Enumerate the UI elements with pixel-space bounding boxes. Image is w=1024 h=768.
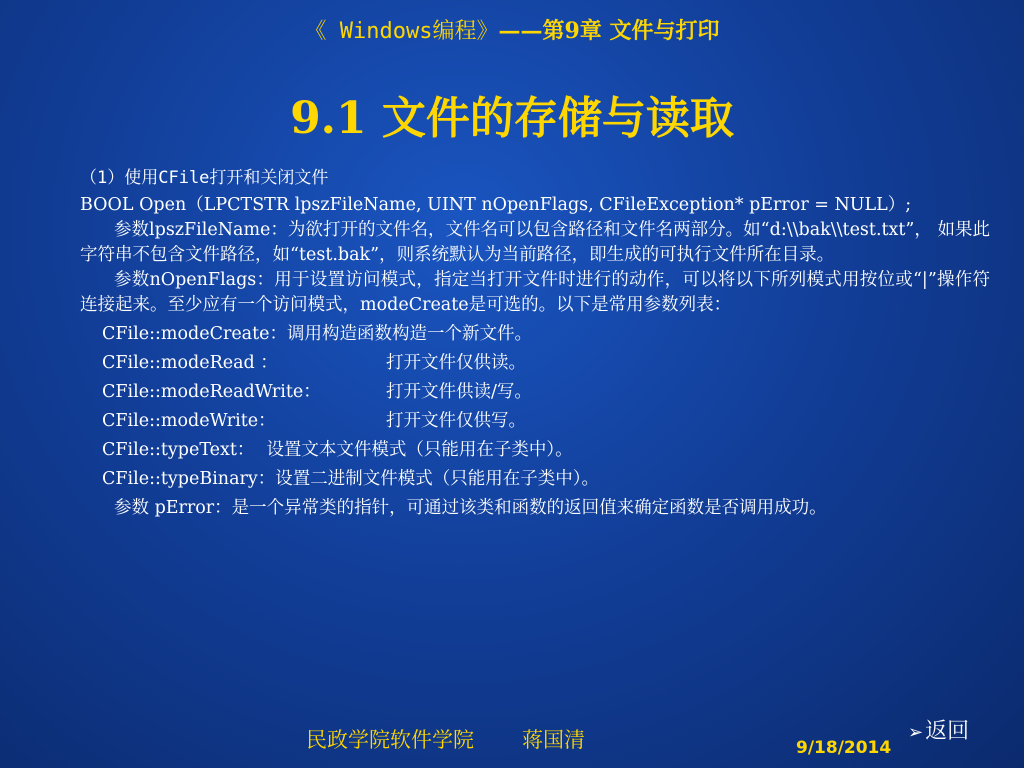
slide-footer [306,724,633,754]
mode-name: CFile::typeText： [102,440,255,460]
footer-date: 9/18/2014 [796,738,892,758]
course-title: 《 Windows编程》 [304,19,499,44]
function-signature: BOOL Open（LPCTSTR lpszFileName, UINT nOpenFlags, CFileException* pError = NULL）; [80,195,912,215]
param-filename-paragraph: 参数lpszFileName：为欲打开的文件名，文件名可以包含路径和文件名两部分。如“d:\\bak\\test.txt”， 如果此字符串不包含文件路径，如“test.bak”，则系统默认为当前路径，即生成的可执行文件所在目录。 [80,220,990,265]
footer-school: 民政学院软件学院 [306,728,474,752]
chapter-title: 第9章 文件与打印 [542,18,720,44]
mode-row [80,409,990,434]
mode-name: CFile::modeRead ： [102,353,278,373]
param-openflags-paragraph: 参数nOpenFlags：用于设置访问模式，指定当打开文件时进行的动作，可以将以下所列模式用按位或“|”操作符连接起来。至少应有一个访问模式，modeCreate是可选的。以下是常用参数列表： [80,270,990,315]
back-label: 返回 [925,719,970,744]
mode-row [80,467,990,492]
mode-desc: 打开文件供读/写。 [386,382,532,402]
mode-name: CFile::modeCreate： [102,324,287,344]
mode-row [80,380,990,405]
section-subheading: （1）使用CFile打开和关闭文件 [80,168,329,188]
mode-desc: 调用构造函数构造一个新文件。 [287,324,532,344]
mode-row [80,438,990,463]
header-dash: —— [498,18,543,44]
slide-title: 9.1 文件的存储与读取 [290,93,734,144]
back-button[interactable] [908,714,969,745]
mode-row [80,351,990,376]
slide-content [80,166,990,521]
param-perror-paragraph: 参数 pError：是一个异常类的指针，可通过该类和函数的返回值来确定函数是否调用成功。 [114,498,827,518]
mode-desc: 设置文本文件模式（只能用在子类中）。 [266,440,573,460]
slide-header [0,14,1024,45]
mode-desc: 打开文件仅供写。 [386,411,526,431]
mode-name: CFile::modeWrite： [102,411,276,431]
arrow-right-icon: ➢ [908,722,924,743]
footer-author: 蒋国清 [522,728,585,752]
mode-row [80,322,990,347]
mode-name: CFile::typeBinary： [102,469,276,489]
mode-desc: 打开文件仅供读。 [386,353,526,373]
mode-desc: 设置二进制文件模式（只能用在子类中）。 [275,469,600,489]
mode-name: CFile::modeReadWrite： [102,382,321,402]
